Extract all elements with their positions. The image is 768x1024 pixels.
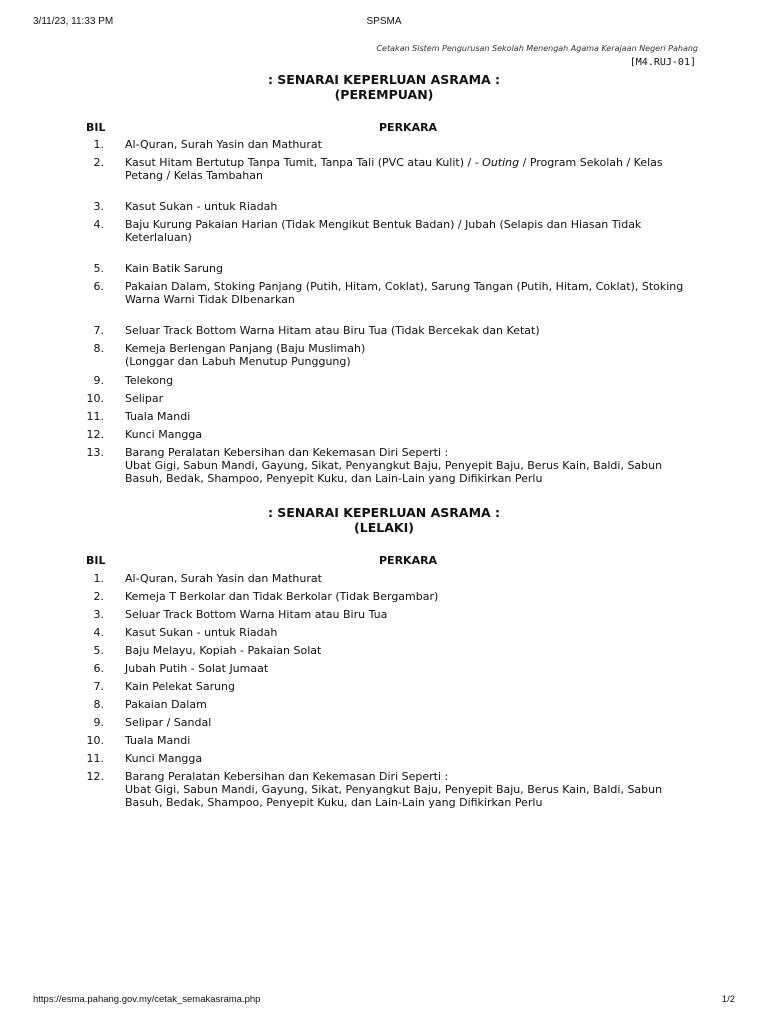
print-title: SPSMA [366,16,402,27]
list-item [0,428,768,441]
item-text: Jubah Putih - Solat Jumaat [125,662,269,675]
item-number: 12. [86,428,104,441]
item-number: 1. [93,138,104,151]
item-number: 11. [86,752,104,765]
item-number: 10. [86,392,104,405]
ref-code: [M4.RUJ-01] [629,57,696,68]
item-text: Telekong [125,374,174,387]
item-number: 6. [93,280,104,293]
item-text: Al-Quran, Surah Yasin dan Mathurat [125,138,322,151]
item-text: Pakaian Dalam, Stoking Panjang (Putih, Hitam, Coklat), Sarung Tangan (Putih, Hitam, Coklat), Stoking Warna Warni Tidak DIbenarkan [125,280,684,306]
doc-subtitle: Cetakan Sistem Pengurusan Sekolah Menengah Agama Kerajaan Negeri Pahang [376,44,698,53]
item-text: Barang Peralatan Kebersihan dan Kekemasan Diri Seperti : Ubat Gigi, Sabun Mandi, Gayung, Sikat, Penyangkut Baju, Penyepit Baju, Berus Kain, Baldi, Sabun Basuh, Bedak, Shampoo, Penyepit Kuku, dan Lain-Lain yang Difikirkan Perlu [125,770,663,809]
section-title-line1: : SENARAI KEPERLUAN ASRAMA : [267,505,501,520]
list-item [0,752,768,765]
item-number: 11. [86,410,104,423]
item-number: 5. [93,644,104,657]
list-item [0,156,768,182]
col-perkara: PERKARA [379,554,438,567]
print-header [33,16,735,30]
item-text: Pakaian Dalam [125,698,207,711]
list-item [0,138,768,151]
list-item [0,446,768,485]
item-number: 2. [93,590,104,603]
section-title-line2: (LELAKI) [354,520,414,535]
item-number: 9. [93,374,104,387]
list-item [0,572,768,585]
list-item [0,626,768,639]
list-item [0,680,768,693]
item-text: Kemeja Berlengan Panjang (Baju Muslimah) (Longgar dan Labuh Menutup Punggung) [125,342,366,368]
list-header-perempuan [0,121,768,135]
item-text: Kemeja T Berkolar dan Tidak Berkolar (Tidak Bergambar) [125,590,439,603]
list-item [0,770,768,809]
list-item [0,392,768,405]
list-header-lelaki [0,554,768,568]
item-text: Kasut Hitam Bertutup Tanpa Tumit, Tanpa Tali (PVC atau Kulit) / - Outing / Program Sekolah / Kelas Petang / Kelas Tambahan [125,156,663,182]
item-text: Kasut Sukan - untuk Riadah [125,626,278,639]
item-text: Barang Peralatan Kebersihan dan Kekemasan Diri Seperti : Ubat Gigi, Sabun Mandi, Gayung, Sikat, Penyangkut Baju, Penyepit Baju, Berus Kain, Baldi, Sabun Basuh, Bedak, Shampoo, Penyepit Kuku, dan Lain-Lain yang Difikirkan Perlu [125,446,663,485]
item-list-lelaki [0,572,768,809]
list-item [0,218,768,244]
section-title-lelaki [0,505,768,535]
item-number: 9. [93,716,104,729]
col-bil: BIL [86,121,106,134]
list-item [0,662,768,675]
list-item [0,716,768,729]
list-item [0,734,768,747]
list-item [0,200,768,213]
item-number: 3. [93,608,104,621]
item-number: 7. [93,324,104,337]
col-perkara: PERKARA [379,121,438,134]
item-number: 4. [93,218,104,231]
list-item [0,342,768,368]
print-footer [33,994,735,1008]
list-item [0,324,768,337]
item-number: 7. [93,680,104,693]
list-item [0,280,768,306]
item-text: Kunci Mangga [125,428,203,441]
item-text: Seluar Track Bottom Warna Hitam atau Biru Tua (Tidak Bercekak dan Ketat) [125,324,540,337]
page-number: 1/2 [721,994,735,1005]
item-text: Baju Melayu, Kopiah - Pakaian Solat [125,644,322,657]
item-number: 8. [93,698,104,711]
item-number: 8. [93,342,104,355]
item-number: 13. [86,446,104,459]
item-text: Kasut Sukan - untuk Riadah [125,200,278,213]
col-bil: BIL [86,554,106,567]
list-item [0,698,768,711]
item-text: Selipar [125,392,164,405]
page-url: https://esma.pahang.gov.my/cetak_semakasrama.php [33,994,261,1005]
item-text: Kain Pelekat Sarung [125,680,236,693]
item-text: Selipar / Sandal [125,716,212,729]
list-item [0,590,768,603]
item-list-perempuan [0,138,768,485]
item-number: 2. [93,156,104,169]
print-datetime: 3/11/23, 11:33 PM [33,16,114,27]
item-number: 6. [93,662,104,675]
item-text: Tuala Mandi [125,410,191,423]
item-text: Al-Quran, Surah Yasin dan Mathurat [125,572,322,585]
item-text: Seluar Track Bottom Warna Hitam atau Biru Tua [125,608,388,621]
list-item [0,644,768,657]
section-title-line1: : SENARAI KEPERLUAN ASRAMA : [267,72,501,87]
item-number: 1. [93,572,104,585]
item-text: Kain Batik Sarung [125,262,223,275]
item-number: 5. [93,262,104,275]
list-item [0,374,768,387]
item-number: 12. [86,770,104,783]
item-text: Kunci Mangga [125,752,203,765]
list-item [0,608,768,621]
section-title-line2: (PEREMPUAN) [334,87,434,102]
section-title-perempuan [0,72,768,102]
list-item [0,410,768,423]
item-text: Tuala Mandi [125,734,191,747]
list-item [0,262,768,275]
item-text: Baju Kurung Pakaian Harian (Tidak Mengikut Bentuk Badan) / Jubah (Selapis dan Hiasan Tidak Keterlaluan) [125,218,642,244]
item-number: 4. [93,626,104,639]
item-number: 10. [86,734,104,747]
item-number: 3. [93,200,104,213]
